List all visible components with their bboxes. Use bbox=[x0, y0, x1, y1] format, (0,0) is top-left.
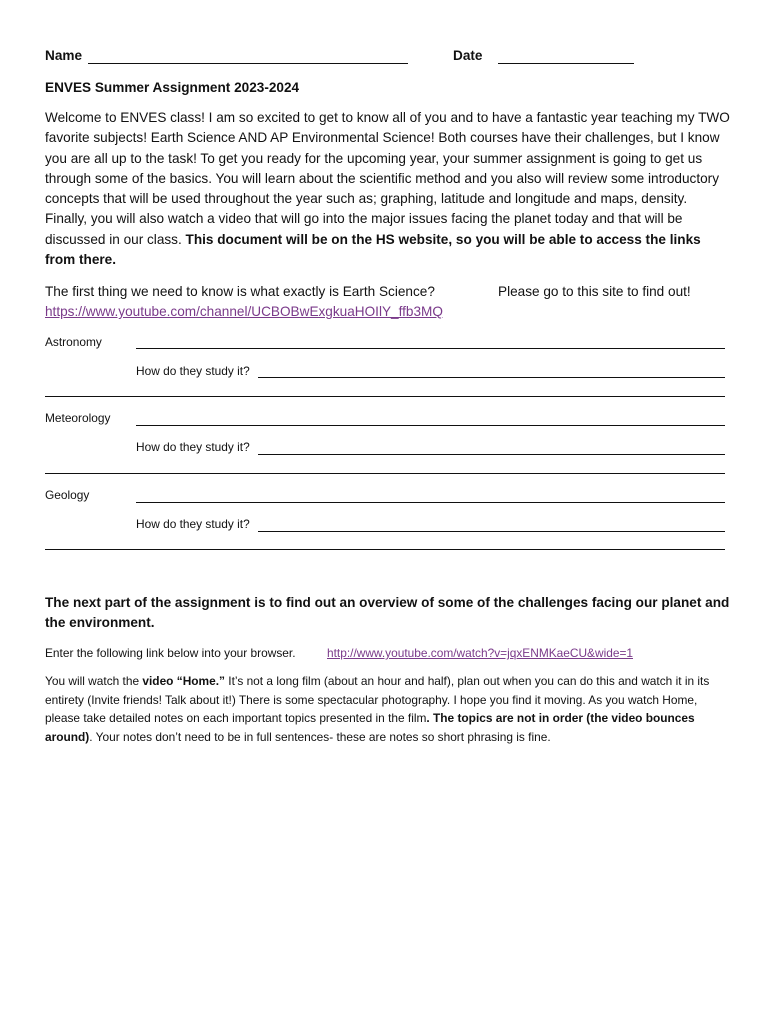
topic-geology-answer-line bbox=[136, 502, 725, 503]
name-field-line bbox=[88, 63, 408, 64]
home-video-link[interactable]: http://www.youtube.com/watch?v=jqxENMKaeCU&wide=1 bbox=[327, 646, 633, 660]
topic-geology-label: Geology bbox=[45, 488, 90, 502]
topic-astronomy-study-prompt: How do they study it? bbox=[136, 364, 250, 378]
topic-meteorology-label: Meteorology bbox=[45, 411, 111, 425]
watch-mid-text: It’s not a long film (about an hour and half), plan out when you can do this and watch it in its entirety (Invite friends! Talk about it!) There is some spectacular photography. I hope you find it moving. As you watch Home, please take detailed notes on each important topics presented in the film bbox=[45, 674, 710, 726]
name-label: Name bbox=[45, 48, 83, 63]
earth-science-prompt: Please go to this site to find out! bbox=[498, 284, 691, 299]
topic-astronomy-label: Astronomy bbox=[45, 335, 102, 349]
intro-bold-text: This document will be on the HS website, so you will be able to access the links from there. bbox=[45, 231, 701, 268]
earth-science-question: The first thing we need to know is what exactly is Earth Science? bbox=[45, 284, 435, 299]
enter-link-instruction: Enter the following link below into your browser. bbox=[45, 646, 296, 660]
challenges-heading: The next part of the assignment is to find out an overview of some of the challenges facing our planet and the environment. bbox=[45, 595, 730, 631]
topic-astronomy-study-line bbox=[258, 377, 725, 378]
intro-text: Welcome to ENVES class! I am so excited to get to know all of you and to have a fantastic year teaching my TWO favorite subjects! Earth Science AND AP Environmental Science! Both courses have their challenges, but I know you are all up to the task! To get you ready for the upcoming year, your summer assignment is going to get us through some of the basics. You will learn about the scientific method and you also will review some introductory concepts that will be used throughout the year such as; graphing, latitude and longitude and maps, density. Finally, you will also watch a video that will go into the major issues facing the planet today and that will be discussed in our class. bbox=[45, 110, 730, 247]
earth-science-link[interactable]: https://www.youtube.com/channel/UCBOBwExgkuaHOIlY_ffb3MQ bbox=[45, 304, 443, 319]
topic-astronomy-extra-line bbox=[45, 396, 725, 397]
watch-post-text: . Your notes don’t need to be in full sentences- these are notes so short phrasing is fine. bbox=[89, 729, 551, 744]
topic-astronomy-answer-line bbox=[136, 348, 725, 349]
watch-video-title: video “Home.” bbox=[142, 674, 225, 688]
topic-meteorology-study-line bbox=[258, 454, 725, 455]
intro-paragraph bbox=[45, 108, 730, 270]
watch-order-note: . The topics are not in order (the video bounces around) bbox=[45, 711, 695, 744]
date-field-line bbox=[498, 63, 634, 64]
topic-geology-study-line bbox=[258, 531, 725, 532]
topic-meteorology-study-prompt: How do they study it? bbox=[136, 440, 250, 454]
topic-meteorology-answer-line bbox=[136, 425, 725, 426]
watch-pre-text: You will watch the bbox=[45, 674, 143, 688]
video-instructions-paragraph bbox=[45, 672, 730, 746]
topic-meteorology-extra-line bbox=[45, 473, 725, 474]
date-label: Date bbox=[453, 48, 483, 63]
topic-geology-study-prompt: How do they study it? bbox=[136, 517, 250, 531]
topic-geology-extra-line bbox=[45, 549, 725, 550]
assignment-title: ENVES Summer Assignment 2023-2024 bbox=[45, 80, 300, 95]
